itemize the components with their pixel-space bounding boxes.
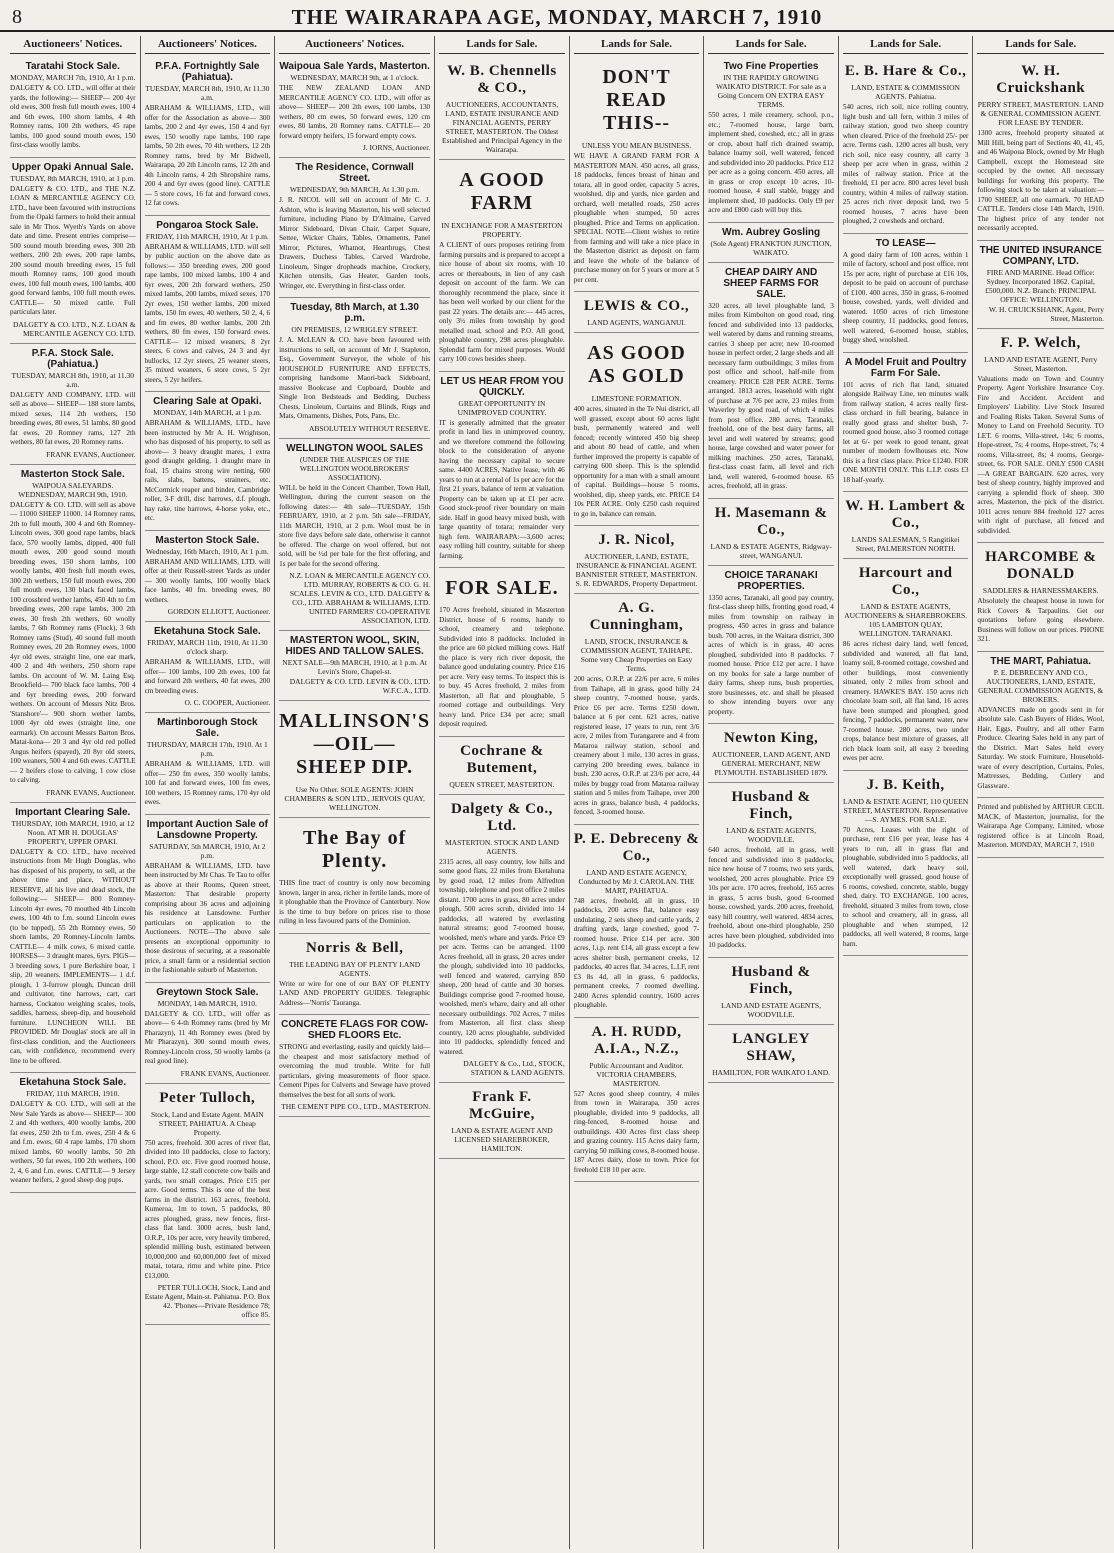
column-1	[6, 36, 141, 1549]
ad-subtitle: HAMILTON, FOR WAIKATO LAND.	[712, 1067, 830, 1077]
ad-body: ABRAHAM & WILLIAMS, LTD., will offer for the Association as above— 300 lambs, 200 2 and 4yr ewes, 150 4 and 6yr ewes, 150 woolly rape lambs, 100 rape lambs, 50 2th ewes, 70 4th wethers, 12 2th Romney rams, bred by Mr Bidwell, Wairarapa, 20 2th Lincoln rams, 12 2th and 4th Lincoln rams, 4 2th Shropshire rams, 200 4 and 6yr ewes (good line). CATTLE— 5 store cows, 16 fat and forward cows, 12 fat cows.	[144, 104, 271, 207]
column-5	[570, 36, 705, 1549]
ad-title: Eketahuna Stock Sale.	[153, 626, 261, 637]
ad-title: Clearing Sale at Opaki.	[153, 396, 262, 407]
advertisement	[439, 372, 565, 569]
ad-subtitle: TUESDAY, MARCH 8th, 1910, At 11.30 a.m.	[145, 84, 270, 102]
ad-signature: N.Z. LOAN & MERCANTILE AGENCY CO. LTD. MURRAY, ROBERTS & CO. G. H. SCALES. LEVIN & CO., LTD. DALGETY & CO., LTD. ABRAHAM & WILLIAMS, LTD. UNITED FARMERS' CO-OPERATIVE ASSOCIATION, LTD.	[289, 571, 431, 625]
ad-subtitle: MONDAY, 14th MARCH, at 1 p.m.	[153, 408, 262, 417]
ad-title: W. H. Lambert & Co.,	[845, 498, 966, 531]
column-header: Auctioneers' Notices.	[279, 36, 430, 54]
advertisement	[843, 771, 969, 957]
ad-title: F. P. Welch,	[1000, 334, 1081, 351]
ad-subtitle: LAND AND ESTATE AGENT, Perry Street, Masterton.	[984, 354, 1098, 373]
advertisement	[708, 724, 834, 783]
advertisement	[10, 158, 136, 344]
ad-subtitle: LIMESTONE FORMATION.	[591, 394, 682, 403]
ad-title: Two Fine Properties	[723, 61, 819, 72]
ad-subtitle: FRIDAY, 11th MARCH, 1910.	[26, 1089, 120, 1098]
ad-body: ABRAHAM & WILLIAMS, LTD. will sell by public auction on the above date as follows:— 350 breeding ewes, 200 good rape lambs, 100 mixed lambs, 100 4 and 6yr ewes, 200 2th forward wethers, 250 mixed lambs, 200 lambs, mixed sexes, 170 2yr ewes, 150 wether lambs, 200 mixed lambs, 150 fm ewes, 40 wethers, 50 2, 4, 6 and fm ewes, 80 wether lambs, 200 2th wethers, 80 fm ewes, 150 forward ewes. CATTLE— 12 mixed weaners, 8 2yr steers, 6 cows and calves, 24 3 and 4yr bullocks, 12 2yr steers, 25 weaner steers, 35 mixed weaners, 6 store cows, 5 2yr steers, 5 2yr heifers.	[144, 242, 271, 384]
column-6	[704, 36, 839, 1549]
ad-title: A. H. RUDD, A.I.A., N.Z.,	[591, 1023, 682, 1057]
ad-title: P.F.A. Stock Sale. (Pahiatua.)	[31, 347, 114, 370]
ad-title: A. G. Cunningham,	[589, 600, 684, 633]
ad-title: J. B. Keith,	[866, 776, 945, 793]
ad-title: Pongaroa Stock Sale.	[156, 219, 259, 231]
advertisement	[145, 622, 271, 713]
ad-subtitle: AUCTIONEER, LAND AGENT, AND GENERAL MERCHANT, NEW PLYMOUTH. ESTABLISHED 1879.	[711, 750, 831, 777]
ad-body: 70 Acres, Leases with the right of purchase, rent £16 per year, lease has 4 years to run, all in grass flat and ploughable, subdivided into 5 paddocks, all well watered, dark heavy soil, exceptionally well grassed, good house of 6 rooms, cowshed, concrete, stable, buggy shed, dairy. TO EXCHANGE. 100 acres, freehold, situated 3 miles from town, close to school and creamery, all in grass, all ploughable and when stumped, 12 paddocks, all well watered, 8 rooms, large barn.	[842, 825, 969, 948]
ad-subtitle: (UNDER THE AUSPICES OF THE WELLINGTON WOOLBROKERS' ASSOCIATION).	[299, 454, 410, 482]
ad-subtitle: FRIDAY, MARCH 11th, 1910, At 11.30 o'clock sharp.	[147, 638, 268, 656]
ad-signature: ABSOLUTELY WITHOUT RESERVE.	[308, 423, 431, 433]
advertisement	[574, 594, 700, 825]
advertisement	[708, 499, 834, 566]
ad-title: Important Auction Sale of Lansdowne Property.	[146, 818, 268, 841]
ad-subtitle: P. E. DEBRECENY AND CO., AUCTIONEERS, LAND, ESTATE, GENERAL COMMISSION AGENTS, & BROKERS.	[978, 667, 1104, 704]
ad-subtitle: NEXT SALE—9th MARCH, 1910, at 1 p.m. At Levin's Store, Chapel-st.	[282, 658, 427, 676]
ad-title: Greytown Stock Sale.	[156, 986, 259, 998]
column-8	[973, 36, 1108, 1549]
advertisement	[977, 543, 1104, 652]
ad-title: Taratahi Stock Sale.	[25, 61, 120, 72]
ad-title: W. B. Chennells & CO.,	[447, 63, 557, 96]
ad-body: 1300 acres, freehold property situated at Mill Hill, being part of Sections 40, 41, 45, and 46 Waipoua Block, owned by Mr Hugh Campbell, except the Homestead site occupied by the owner. All necessary buildings for working this property. The following stock to be taken at valuation:— 1700 SHEEP, all one earmark. 70 HEAD CATTLE. Tenders close 14th March, 1910. The highest price of any tender not necessarily accepted.	[977, 129, 1104, 232]
column-header: Lands for Sale.	[708, 36, 834, 54]
ad-subtitle: LAND AND ESTATE AGENTS, WOODVILLE.	[721, 1000, 821, 1019]
ad-body: IT is generally admitted that the greater profit in land lies in unimproved country, and we therefore commend the following block to the consideration of anyone having the necessary capital to secure same. 4400 ACRES, Native lease, with 46 years to run at a rental of 1s per acre for the first 21 years, balance of term at valuation. Property can be taken up at £1 per acre. Good stock-proof river boundary on main side. Half in good heavy mixed bush, with large quantity of totara; remainder very high fern. WAIRARAPA:—3,600 acres; easy rolling hill country, suitable for sheep farming.	[439, 418, 565, 560]
ad-subtitle: (Sole Agent) FRANKTON JUNCTION, WAIKATO.	[710, 238, 832, 257]
ad-title: MASTERTON WOOL, SKIN, HIDES AND TALLOW SALES.	[285, 635, 424, 657]
advertisement	[279, 158, 430, 298]
ad-title: Masterton Stock Sale.	[20, 468, 125, 480]
advertisement	[145, 815, 271, 983]
ad-body: 640 acres, freehold, all in grass, well fenced and subdivided into 8 paddocks, nice new house of 7 rooms, two sets yards, woolshed, 200 acres ploughable. Price £9 10s per acre. 170 acres, freehold, 165 acres in grass, 5 acres bush, good 6-roomed house, cowshed, yards. 200 acres, freehold, easy hill country, well watered. 4834 acres, freehold, about one-third ploughable, 250 acres have been ploughed, subdivided into 10 paddocks.	[708, 846, 834, 949]
ad-title: Wm. Aubrey Gosling	[722, 226, 821, 238]
ad-body: DALGETY & CO. LTD., will offer at their yards, the following:— SHEEP— 200 4yr old ewes, 300 fresh full mouth ewes, 100 4 and 6th ewes, 100 shorn lambs, 4 4th Romney rams, 100 2th wethers, 45 rape lambs, 100 good sound mouth ewes, 150 first-class woolly lambs.	[10, 84, 136, 149]
ad-subtitle: FIRE AND MARINE. Head Office: Sydney. Incorporated 1862. Capital, £500,000. N.Z. Branch: PRINCIPAL OFFICE: WELLINGTON.	[985, 267, 1097, 304]
ad-body: 400 acres, situated in the Te Nui district, all well grassed, except about 60 acres light bush, permanently watered and well fenced; recently wintered 450 big sheep and about 80 head of cattle, and when further improved the property is capable of carrying 600 sheep. This is the splendid opportunity for a man with a small amount of capital. Buildings—house 5 rooms, woolshed, dip, sheep yards, etc. PRICE £4 10s PER ACRE. Only £250 cash required to go in, balance can remain.	[573, 405, 700, 518]
ad-body: 550 acres, 1 mile creamery, school, p.o., etc.; 7-roomed house, large barn, implement shed, cowshed, etc.; all in grass or crop, about half rich drained swamp, balance loamy soil, well watered, fenced and subdivided into 20 paddocks. Price £12 per acre as a going concern. 450 acres, all in grass or crop except 10 acres, 10-roomed house, 4 stall stable, buggy and implement shed, 10 paddocks. Only £9 per acre and £800 cash will buy this.	[708, 111, 834, 214]
ad-body: 750 acres, freehold. 300 acres of river flat, divided into 10 paddocks, close to factory, school, P.O. etc. Five good roomed house, large stable, 12 stall concrete cow bails and yards, two small cottages. Price £15 per acre. Good terms. This is one of the best farms in the district. 163 acres, freehold, Kumeroa, 1m to town, 5 paddocks, 80 acres ploughed, grass, new fences, first-class flat land. 3000 acres, bush land, O.R.P., 10s per acre, very heavily timbered, splendid milling bush, estimated between 10,000,000 and 60,000,000 feet of mixed matai, totara, rimu and white pine. Price £13,000.	[144, 1138, 271, 1280]
ad-title: MALLINSON'S —OIL— SHEEP DIP.	[279, 710, 431, 778]
ad-body: DALGETY & CO. LTD., have received instructions from Mr Hugh Douglas, who has disposed of his property, to sell, at the above time and place, WITHOUT RESERVE, all his live and dead stock, the following:— SHEEP— 800 Romney-Lincoln 4yr ewes, 70 mouthed 4th Lincoln ewes, 100 4th to f.m. sound Lincoln ewes (to be tupped), 55 2th Romney ewes, 50 shorn lambs, 20 Romney-Lincoln lambs. CATTLE— 4 milk cows, 6 mixed cattle. HORSES— 3 draught mares, 6yrs. PIGS— 3 breeding sows, 1 pure Berkshire boar, 1 slip, 20 weaners. IMPLEMENTS— 1 d.f. plough, 1 3-furrow plough, Duncan drill and cultivator, tine harrows, cart, cart harness, Cockatoo weighing scales, tools, saddles, harness, sheep-dip, and household furniture. LUNCHEON WILL BE PROVIDED. Mr Douglas' stock are all in first-class condition, and the Auctioneers can, with confidence, recommend every line to be offered.	[10, 847, 136, 1065]
ad-signature: J. IORNS, Auctioneer.	[362, 143, 431, 152]
ad-body: Write or wire for one of our BAY OF PLENTY LAND AND PROPERTY GUIDES. Telegraphic Address—'Norris' Tauranga.	[279, 979, 431, 1007]
ad-signature: THE CEMENT PIPE CO., LTD., MASTERTON.	[281, 1102, 431, 1111]
ad-subtitle: Stock, Land and Estate Agent. MAIN STREET, PAHIATUA. A Cheap Property.	[151, 1109, 264, 1137]
advertisement	[843, 57, 969, 234]
ad-body: 170 Acres freehold, situated in Masterton District, house of 6 rooms, handy to school, creamery and telephone. Subdivided into 8 paddocks. Included in the price are 60 picked milking cows. Half the place is very rich river deposit, the balance good undulating country. Price £16 per acre. Very easy terms. To inspect this is to buy. 45 Acres freehold, 2 miles from Masterton, all flat and ploughable, 5 roomed cottage and outbuildings. Very heavy land. Price £34 per acre; small deposit required.	[439, 606, 565, 728]
ad-subtitle: SADDLERS & HARNESSMAKERS.	[982, 586, 1099, 595]
ad-subtitle: IN THE RAPIDLY GROWING WAIKATO DISTRICT. For sale as a Going Concern ON EXTRA EASY TERMS.	[716, 73, 827, 109]
ad-title: Harcourt and Co.,	[858, 565, 953, 598]
page-columns	[6, 36, 1108, 1549]
ad-body: THIS fine tract of country is only now becoming known, larger in area, richer in fertile lands, more of it ploughable than the Province of Canterbury. Now is the time to buy before on prices rise to those ruling in less favoured parts of the Dominion.	[279, 879, 431, 925]
ad-title: CHOICE TARANAKI PROPERTIES.	[724, 569, 818, 592]
ad-signature: GORDON ELLIOTT, Auctioneer.	[167, 607, 271, 616]
ad-subtitle: PERRY STREET, MASTERTON. LAND & GENERAL COMMISSION AGENT. FOR LEASE BY TENDER.	[977, 100, 1104, 127]
ad-subtitle: WAIPOUA SALEYARDS. WEDNESDAY, MARCH 9th, 1910.	[18, 480, 128, 499]
ad-body: 540 acres, rich soil, nice rolling country, light bush and tall fern, within 3 miles of railway station, good two sheep country when cleared. Price of the freehold 25/- per acre. Terms cash. 1200 acres all bush, very rich soil, nice easy country, all carry 3 sheep per acre when in grass, within 2 miles of railway station. Price at the freehold, £1 per acre. 800 acres level bush country, within 4 miles of railway station. 25 acres rich river deposit land, two 5 roomed houses, 7 acres have been ploughed, 2 cowsheds and orchard.	[842, 103, 969, 225]
column-2	[141, 36, 276, 1549]
ad-title: The Residence, Cornwall Street.	[295, 162, 414, 184]
ad-subtitle: FRIDAY, 11th MARCH, 1910, At 1 p.m.	[145, 231, 269, 241]
ad-subtitle: TUESDAY, MARCH 8th, 1910, at 11.30 a.m.	[11, 370, 134, 389]
ad-body: DALGETY AND COMPANY, LTD. will sell as above— SHEEP— 188 store lambs, mixed sexes, 114 2th wethers, 150 breeding ewes, 80 ewes, 51 lambs, 80 good fat ewes, 20 Romney rams, 127 2th wethers, 80 fat ewes, 20 Romney rams.	[10, 390, 136, 446]
advertisement	[10, 57, 136, 158]
advertisement	[279, 439, 430, 632]
ad-body: Printed and published by ARTHUR CECIL MACK, of Masterton, journalist, for the Wairarapa Age Company, Limited, whose registered office is at Lincoln Road, Masterton. MONDAY, MARCH 7, 1910	[977, 803, 1104, 849]
advertisement	[708, 958, 834, 1025]
ad-subtitle: GREAT OPPORTUNITY IN UNIMPROVED COUNTRY.	[457, 398, 547, 417]
ad-subtitle: LAND & ESTATE AGENT AND LICENSED SHAREBROKER, HAMILTON.	[451, 1126, 553, 1153]
ad-title: P. E. Debreceny & Co.,	[573, 830, 700, 864]
ad-body: 748 acres, freehold, all in grass, 10 paddocks, 200 acres flat, balance easy undulating, 2 sets sheep and cattle yards, 2 drafting yards, large cowshed, good 7-roomed house. Price £14 per acre. 300 acres, l.i.p. rent £14, all grass except a few acres shelter bush, permanent creeks, 12 paddocks, 40 acres flat. 34 acres, L.I.F, rent £3 8s 4d, all in grass, 6 paddocks, permanent creeks, 7 roomed dwelling. 2400 Acres splendid country, 1600 acres ploughable.	[573, 896, 700, 1009]
ad-body: J. A. McLEAN & CO. have been favoured with instructions to sell, on account of Mr J. Stapleton, Esq., Government Surveyor, the whole of his HOUSEHOLD FURNITURE AND EFFECTS, comprising handsome Maori-back Sideboard, massive Bookcase and Cupboard, Double and Single Iron Bedsteads and Bedding, Duchess Chests, Linoleum, Curtains and Blinds, Rugs and Mats, Ornaments, Dishes, Pots, Pans, Etc.	[279, 336, 431, 420]
advertisement	[279, 934, 430, 1016]
advertisement	[708, 1025, 834, 1083]
advertisement	[279, 701, 430, 818]
ad-subtitle: LAND & ESTATE AGENTS, Ridgway-street, WANGANUI.	[710, 541, 832, 560]
ad-body: DALGETY & CO. LTD., will offer as above— 6 4-th Romney rams (bred by Mr Pharazyn), 11 4th Romney ewes (bred by Mr Pharazyn), 300 sound mouth ewes, Romney-Lincoln cross, 50 woolly lambs (a real good line).	[144, 1009, 271, 1065]
ad-body: 86 acres richest dairy land, well fenced, subdivided and watered, all flat land, loamy soil, 8-roomed cottage, cowshed and other buildings, most conveniently situated, only 2 miles from school and creamery. HAWKE'S BAY. 150 acres rich chocolate loam soil, all flat land, 16 acres have been stumped and ploughed, good fencing, 7 paddocks, permanent water, new 7-roomed house. 280 acres, two under crops, balance best mixture of grasses, all rich black loam soil, all easy 2 breeding ewes per acre.	[842, 640, 969, 762]
ad-subtitle: Public Accountant and Auditor. VICTORIA CHAMBERS, MASTERTON.	[589, 1060, 684, 1088]
ad-body: ABRAHAM & WILLIAMS, LTD. will offer— 250 fm ewes, 350 woolly lambs, 100 fat and forward ewes, 100 fm ewes, 100 wethers, 15 Romney rams, 170 4yr old ewes.	[144, 760, 271, 806]
ad-body: DALGETY & CO. LTD., and THE N.Z. LOAN & MERCANTILE AGENCY CO. LTD., have been favoured with instructions from the Opaki farmers to hold their annual sale in Mr Thos. Wyeth's Yards on above date and time. Present entries comprise— 500 sound mouth breeding ewes, 300 2th wethers, 200 2th ewes, 200 rape lambs, 200 sound mouth breeding ewes, 15 full mouth Romney rams, 100 good mouth ewes, 100 full mouth ewes, 100 lambs, 400 good forward lambs, 100 full mouth ewes. CATTLE— 50 mixed cattle. Full particulars later.	[10, 184, 136, 316]
column-header: Lands for Sale.	[977, 36, 1104, 54]
advertisement	[145, 1084, 271, 1326]
ad-title: Tuesday, 8th March, at 1.30 p.m.	[290, 302, 419, 324]
ad-signature: PETER TULLOCH, Stock, Land and Estate Agent, Main-st. Pahiatua. P.O. Box 42. 'Phones—Private Residence 78; office 85.	[144, 1283, 271, 1319]
ad-body: Absolutely the cheapest house in town for Rick Covers & Tarpaulins. Get our quotations before going elsewhere. Business will follow on our prices. PHONE 321.	[977, 597, 1104, 643]
advertisement	[439, 568, 565, 737]
advertisement	[574, 333, 700, 526]
ad-title: DON'T READ THIS--	[602, 66, 671, 134]
ad-subtitle: LAND & ESTATE AGENTS, AUCTIONEERS & SHAREBROKERS. 105 LAMBTON QUAY, WELLINGTON. TARANAKI.	[844, 602, 967, 638]
advertisement	[574, 57, 700, 292]
ad-title: A Model Fruit and Poultry Farm For Sale.	[844, 356, 967, 379]
ad-title: FOR SALE.	[445, 577, 559, 599]
ad-subtitle: LAND & ESTATE AGENT, 110 QUEEN STREET, MASTERTON. Representative—S. AYMES. FOR SALE.	[843, 796, 969, 824]
advertisement	[574, 292, 700, 333]
ad-title: Peter Tulloch,	[159, 1089, 256, 1106]
ad-title: P.F.A. Fortnightly Sale (Pahiatua).	[155, 61, 260, 83]
ad-subtitle: AUCTIONEERS, ACCOUNTANTS, LAND, ESTATE INSURANCE AND FINANCIAL AGENTS, PERRY STREET, MASTERTON. The Oldest Established and Principal Agency in the Wairarapa.	[442, 100, 562, 154]
ad-subtitle: TUESDAY, 8th MARCH, 1910, at 1 p.m.	[10, 173, 136, 183]
ad-subtitle: MONDAY, MARCH 7th, 1910, At 1 p.m.	[10, 73, 136, 82]
ad-title: Eketahuna Stock Sale.	[19, 1077, 127, 1088]
ad-subtitle: LAND AND ESTATE AGENCY, Conducted by Mr J. CAROLAN. THE MART, PAHIATUA.	[578, 867, 695, 895]
masthead	[0, 0, 1114, 32]
advertisement	[977, 798, 1104, 858]
ad-subtitle: LAND AGENTS, WANGANUI.	[587, 318, 686, 327]
column-header: Auctioneers' Notices.	[10, 36, 136, 54]
advertisement	[843, 353, 969, 493]
advertisement	[279, 298, 430, 439]
ad-subtitle: LAND & ESTATE AGENTS, WOODVILLE.	[726, 826, 816, 844]
ad-signature: O. C. COOPER, Auctioneer.	[184, 698, 271, 707]
ad-subtitle: THE LEADING BAY OF PLENTY LAND AGENTS.	[289, 959, 421, 978]
advertisement	[708, 783, 834, 958]
ad-title: Norris & Bell,	[305, 939, 404, 956]
ad-title: Cochrane & Butement,	[460, 742, 544, 776]
ad-body: 2315 acres, all easy country, low hills and some good flats, 22 miles from Eketahuna by good road, 12 miles from Alfredton township, telephone and post office 2 miles distant. 1700 acres in grass, 80 acres under plough, 500 acres scrub, divided into 14 paddocks, all watered by everlasting natural streams; good 7-roomed house, woolshed, men's whare and yards. Price £9 per acre. Terms can be arranged. 1100 Acres freehold, all in grass, 20 acres under the plough, subdivided into 10 paddocks, well fenced and watered, carrying 850 sheep, 200 head of cattle and 30 horses. Buildings comprise good 7-roomed house, woolshed, men's whare, dairy and all other necessary outbuildings. 702 Acres, 7 miles from Masterton, all first class sheep country, 120 acres ploughable, subdivided into 10 paddocks, splendidly fenced and watered.	[439, 857, 565, 1056]
ad-signature: DALGETY & CO. LTD. LEVIN & CO., LTD. W.F.C.A., LTD.	[289, 677, 431, 695]
ad-title: Frank F. McGuire,	[469, 1089, 535, 1122]
ad-body: ABRAHAM & WILLIAMS, LTD. have been instructed by Mr Chas. Te Tau to offer as above at their Rooms, Queen street, Masterton: That desirable property comprising about 36 acres and adjoining his residence at Lansdowne. Further particulars on application to the Auctioneers. NOTE—The above sale presents an exceptional opportunity to those desirous of securing, at a reasonable price, a small farm or a residential section in the fashionable suburb of Masterton.	[144, 861, 271, 974]
ad-subtitle: Use No Other. SOLE AGENTS: JOHN CHAMBERS & SON LTD., JERVOIS QUAY, WELLINGTON.	[284, 785, 425, 812]
advertisement	[574, 526, 700, 594]
advertisement	[708, 57, 834, 223]
column-4	[435, 36, 570, 1549]
advertisement	[279, 57, 430, 158]
ad-title: AS GOOD AS GOLD	[587, 342, 686, 387]
column-3	[275, 36, 435, 1549]
ad-body: 200 acres, O.R.P. at 22/6 per acre, 6 miles from Taihape, all in grass, good hilly 24 sheep country, 7-roomed house, yards. Price £6 per acre. Terms £250 down, balance at 6 per cent. 621 acres, native registered lease, 17 years to run, rent 3/6 acre, 2 miles from Turangarere and 4 from Mataroa railway station, school and creamery about 1 mile, 130 acres in grass, carrying 200 breeding ewes, balance in bush. 230 acres, O.R.P. at 23/6 per acre, 44 miles by buggy road from Mataroa railway station and 5 miles from Taihape, over 200 acres in grass, balance bush, 4 paddocks, fenced, 3-roomed house.	[573, 675, 700, 816]
ad-title: Husband & Finch,	[731, 963, 811, 997]
ad-title: THE UNITED INSURANCE COMPANY, LTD.	[979, 244, 1102, 267]
advertisement	[279, 631, 430, 701]
advertisement	[439, 57, 565, 160]
advertisement	[439, 737, 565, 795]
ad-subtitle: WEDNESDAY, 9th MARCH, At 1.30 p.m.	[289, 185, 420, 194]
ad-body: A CLIENT of ours proposes retiring from farming pursuits and is prepared to accept a nice house of about six rooms, with 10 acres or thereabouts, in lieu of any cash deposit on account of the farm. We can thoroughly recommend the place, since it has been well worked by our client for the past 22 years. The details are:— 445 acres, only 3½ miles from township by good metalled road, school and P.O. All good, ploughable country, 298 acres ploughable. Splendid farm for mixed purposes. Would carry 100 cows besides sheep.	[439, 241, 565, 363]
ad-body: A good dairy farm of 100 acres, within 1 mile of factory, school and post office, rent 15s per acre, right of purchase at £16 10s, deposit to be paid on account of purchase of £100. 400 acres, 350 in grass, 6-roomed house, cowshed, yards, well divided and watered. 1050 acres of rich limestone sheep country, 11 paddocks, good fences, well watered, 6-roomed house, stables, buggy shed, woolshed.	[842, 250, 969, 344]
ad-title: HARCOMBE & DONALD	[985, 549, 1097, 582]
advertisement	[10, 803, 136, 1074]
ad-subtitle: QUEEN STREET, MASTERTON.	[449, 779, 555, 789]
ad-title: Important Clearing Sale.	[15, 806, 131, 818]
ad-body: 101 acres of rich flat land, situated alongside Railway Line, ten minutes walk from railway station, 4 acres really first-class orchard in full bearing, balance in really good grass and shelter bush, 7-roomed good house, also 3 roomed cottage let at 6/- per week to good tenant, great number of modern fowlhouses etc. Now this is a first class place. Price £1240. FOR ONE MONTH ONLY. This L.I.P. costs £3 18 half-yearly.	[842, 380, 969, 484]
ad-title: Husband & Finch,	[731, 789, 811, 822]
column-header: Lands for Sale.	[843, 36, 969, 54]
advertisement	[843, 234, 969, 353]
advertisement	[439, 795, 565, 1084]
ad-title: CONCRETE FLAGS FOR COW-SHED FLOORS Etc.	[281, 1019, 429, 1041]
ad-subtitle: ON PREMISES, 12 WRIGLEY STREET.	[291, 325, 418, 334]
ad-body: WE HAVE A GRAND FARM FOR A MASTERTON MAN. 450 acres, all grass, 18 paddocks, fences breast of hinau and totara, all in good order, capacity 5 acres, woolshed, dip and yards, nice garden and orchard, well metalled roads, 250 acres ploughable when stumped, 50 acres ploughed. Price and Terms on application. SPECIAL NOTE—Client wishes to retire from farming and will take a nice place in the Masterton district as deposit on farm and leave the whole of the balance of purchase money on for 5 years or more at 5 per cent.	[573, 152, 700, 284]
ad-title: LET US HEAR FROM YOU QUICKLY.	[440, 375, 564, 398]
ad-subtitle: Wednesday, 16th March, 1910, At 1 p.m.	[145, 546, 269, 556]
ad-subtitle: IN EXCHANGE FOR A MASTERTON PROPERTY.	[441, 221, 563, 239]
advertisement	[977, 329, 1104, 544]
ad-signature: DALGETY & Co., Ltd., STOCK, STATION & LAND AGENTS.	[463, 1059, 565, 1077]
ad-body: ADVANCES made on goods sent in for absolute sale. Cash Buyers of Hides, Wool, Hair, Eggs, Poultry, and all other Farm Produce. Clearing Sales held in any part of the District. Mart Sales held every Saturday. We stock Furniture, Household-ware of every description, Curtains, Poles, Mattresses, Bedding, Cutlery and Glassware.	[977, 705, 1104, 790]
ad-title: Dalgety & Co., Ltd.	[450, 800, 553, 834]
ad-subtitle: MASTERTON. STOCK AND LAND AGENTS.	[445, 837, 559, 856]
advertisement	[574, 1018, 700, 1183]
advertisement	[279, 1015, 430, 1117]
advertisement	[708, 566, 834, 725]
ad-title: A GOOD FARM	[459, 169, 545, 214]
ad-body: ABRAHAM & WILLIAMS, LTD., will offer— 100 lambs, 100 2th ewes, 100 fat and forward 2th wethers, 40 fat ewes, 200 cm breeding ewes.	[144, 658, 271, 695]
page-number: 8	[12, 5, 22, 28]
ad-body: 1350 acres, Taranaki, all good pay country, first-class sheep hills, fronting good road, 4 miles from township on railway in progress, 450 acres in grass and balance bush. 700 acres, in the Waitara district, 300 acres of which is in grass, 40 acres ploughed, subdivided into 8 paddocks. 7 roomed house. Price £12 per acre. I have on my books for sale a large number of dairy farms, sheep runs, bush properties, store businesses, etc. and shall be pleased to show intending buyers over any property.	[708, 593, 834, 716]
ad-signature: FRANK EVANS, Auctioneer.	[46, 787, 136, 797]
ad-title: H. Masemann & Co.,	[714, 504, 828, 538]
ad-title: The Bay of Plenty.	[302, 827, 407, 872]
advertisement	[10, 344, 136, 465]
ad-title: Martinborough Stock Sale.	[157, 717, 258, 739]
ad-body: ABRAHAM AND WILLIAMS, LTD. will offer at their Russell-street Yards as under— 300 woolly lambs, 100 woolly black face lambs, 40 fm. breeding ewes, 80 wethers.	[144, 557, 271, 604]
ad-title: CHEAP DAIRY AND SHEEP FARMS FOR SALE.	[723, 266, 819, 300]
ad-body: THE NEW ZEALAND LOAN AND MERCANTILE AGENCY CO. LTD., will offer as above— SHEEP— 200 2th ewes, 100 lambs, 130 wethers, 80 cm ewes, 50 forward ewes, 120 cm ewes, 80 lambs, 20 Romney rams. CATTLE— 20 forward empty heifers, 15 forward empty cows.	[279, 84, 431, 140]
ad-subtitle: LAND, STOCK, INSURANCE & COMMISSION AGENT, TAIHAPE. Some very Cheap Properties on Easy Terms.	[580, 637, 693, 673]
ad-body: 527 Acres good sheep country, 4 miles from town in Wairarapa, 350 acres ploughable, divided into 9 paddocks, all ring-fenced, 8-roomed house and outbuildings. 430 Acres first class sheep and grazing country. 115 Acres dairy farm, carrying 50 milking cows, 8-roomed house. 187 Acres dairy, close to town. Price for freehold £18 10 per acre.	[573, 1089, 700, 1174]
ad-body: WILL be held in the Concert Chamber, Town Hall, Wellington, during the current season on the following dates:— 4th sale—TUESDAY, 15th FEBRUARY, 1910, at 2 p.m. 5th sale—FRIDAY, 11th MARCH, 1910, at 2 p.m. Wool must be in store five days before sale date, otherwise it cannot be offered. The charge on wool offered, but not sold, will be ½d per bale for the first offering, and 1s per bale for the second offering.	[279, 483, 431, 568]
advertisement	[145, 983, 271, 1084]
ad-subtitle: LANDS SALESMAN, 5 Rangitikei Street, PALMERSTON NORTH.	[851, 535, 960, 553]
ad-signature: W. H. CRUICKSHANK, Agent, Perry Street, Masterton.	[988, 304, 1104, 323]
advertisement	[439, 1083, 565, 1159]
ad-body: 320 acres, all level ploughable land, 3 miles from Kimbolton on good road, ring fenced and subdivided into 13 paddocks, well watered by dams and running streams, carries 3 sheep per acre; new 10-roomed house in perfect order, 2 large sheds and all necessary farm outbuildings; 3 miles from post office and school, half-mile from creamery. PRICE £28 PER ACRE. Terms arranged. 1813 acres, leasehold with right of purchase at 7/6 per acre, 23 miles from Waverley by good road, of which 4 miles from post office. 280 acres, Taranaki, freehold, one of the best dairy farms, all level and well watered by streams; good house, large cowshed and water power for milking machines. 250 acres, Taranaki, first-class coast farm, all level and rich land, well watered, 6-roomed house. 65 acres, freehold, all in grass.	[708, 301, 834, 490]
ad-body: DALGETY & CO. LTD. will sell as above— 11000 SHEEP 11000. 14 Romney rams, 2th to full mouth, 300 4 and 6th Romney-Lincoln ewes, 300 good rape lambs, black face, 570 woolly lambs, dipped, 400 full mouth ewes, 200 good sound mouth breeding ewes, 150 shorn lambs, 100 woolly lambs, 400 fresh full mouth ewes, 300 2th wethers, 150 full mouth ewes, 200 full mouth ewes, 130 black faced lambs, 100 crossbred wether lambs, 450 4th to f.m breeding ewes, 200 rape lambs, 300 2th ewes, 30 fresh 2th wethers, 60 woolly lambs, 7 6th Romney rams (Flock), 3 6th Romney rams (Stud), 40 sound full mouth Romney ewes, 20 2th Romney ewes, 1000 4yr old ewes, straight line, one ear mark, 400 2 and 4th wethers, 250 shorn rape lambs. On account of W. M. Laing Esq. Brookfield— 700 black face lambs, 700 4 and 6yr breeding ewes, 200 forward wethers. On account of Messrs Nitz Bros. 'Stanshore'— 900 shorn wether lambs, 1000 4yr old ewes (straight line, one earmark). On account Messrs Barton Bros. Matai-kona— 20 3 and 4yr old red polled Angus heifers (spayed), 20 8yr old steers, 100 weaners, 500 4 and 6th ewes. CATTLE— 2 heifers close to calving, 1 cow close to calving.	[10, 500, 136, 784]
column-header: Lands for Sale.	[574, 36, 700, 54]
ad-subtitle: WEDNESDAY, MARCH 9th, at 1 o'clock.	[290, 73, 419, 82]
ad-subtitle: UNLESS YOU MEAN BUSINESS.	[581, 141, 692, 150]
ad-body: Valuations made on Town and Country Property. Agent Yorkshire Insurance Coy. Fire and Accident. Accident and Employers' Liability. Live Stock Insured and Foaling Risks Taken. Several Sums of Money to Land on Freehold Security. TO LET. 6 rooms, Villa-street, 14s; 6 rooms, Hope-street, 7s; 4 rooms, Hope-street, 7s; 4 rooms, Villa-street, 8s; 4 rooms, George-street, 6s. FOR SALE. ONLY £500 CASH—A GREAT BARGAIN. 620 acres, very best of sheep country, highly improved and carrying a splendid flock of sheep. 300 acres, Masterton, the pick of the district. 1011 acres tenure 884 freehold 127 acres with right of purchase, all fenced and subdivided.	[977, 374, 1104, 535]
ad-title: Newton King,	[723, 730, 819, 746]
ad-title: LANGLEY SHAW,	[732, 1030, 810, 1064]
ad-title: THE MART, Pahiatua.	[990, 655, 1091, 667]
ad-signature: FRANK EVANS, Auctioneer.	[46, 449, 136, 459]
ad-signature: DALGETY & CO. LTD., N.Z. LOAN & MERCANTILE AGENCY CO. LTD.	[13, 319, 136, 338]
ad-subtitle: AUCTIONEER, LAND, ESTATE, INSURANCE & FINANCIAL AGENT. BANNISTER STREET, MASTERTON. S. R. EDWARDS, Property Department.	[575, 552, 698, 588]
advertisement	[10, 1073, 136, 1193]
ad-title: Masterton Stock Sale.	[155, 534, 260, 546]
ad-title: LEWIS & CO.,	[583, 298, 690, 314]
ad-subtitle: LAND, ESTATE & COMMISSION AGENTS. Pahiatua.	[851, 83, 960, 101]
ad-title: WELLINGTON WOOL SALES	[286, 442, 424, 454]
ad-title: J. R. Nicol,	[598, 532, 675, 548]
advertisement	[145, 392, 271, 531]
ad-title: TO LEASE—	[875, 237, 936, 249]
column-7	[839, 36, 974, 1549]
ad-subtitle: THURSDAY, MARCH 17th, 1910. At 1 p.m.	[146, 740, 268, 758]
column-header: Lands for Sale.	[439, 36, 565, 54]
ad-body: STRONG and everlasting, easily and quickly laid—the cheapest and most satisfactory method of overcoming the mud trouble. Write for full particulars, giving measurements of floor space. Cement Pipes for Culverts and Sewage have proved themselves the best for all sorts of work.	[279, 1043, 431, 1099]
advertisement	[977, 57, 1104, 241]
ad-title: E. B. Hare & Co.,	[844, 63, 967, 79]
ad-title: Upper Opaki Annual Sale.	[11, 161, 134, 173]
advertisement	[145, 713, 271, 815]
advertisement	[439, 160, 565, 372]
advertisement	[708, 263, 834, 499]
advertisement	[977, 241, 1104, 329]
ad-subtitle: MONDAY, 14th MARCH, 1910.	[157, 998, 257, 1008]
ad-title: W. H. Cruickshank	[996, 63, 1086, 96]
advertisement	[843, 492, 969, 559]
advertisement	[574, 825, 700, 1018]
ad-body: ABRAHAM & WILLIAMS, LTD., have been instructed by Mr A. H. Wrightson, who has disposed of his property, to sell as above— 3 heavy draught mares, 1 extra good draught gelding, 1 draught mare in foal, 15 chains strong wire netting, 600 rails, slabs, battens, strainers, etc. McCormick reaper and binder, Cambridge roller, 3-F drill, disc harrows, d.f. plough, hay rake, tine harrows, 4-horse yoke, etc., etc.	[144, 419, 271, 522]
advertisement	[977, 652, 1104, 799]
advertisement	[10, 465, 136, 803]
advertisement	[708, 223, 834, 263]
ad-body: DALGETY & CO. LTD., will sell at the New Sale Yards as above— SHEEP— 300 2 and 4th wethers, 400 woolly lambs, 200 fat ewes, 250 2th to f.m. ewes, 250 4 & 6 and f.m. ewes, 60 4 rape lambs, 170 shorn mixed lambs, 60 woolly lambs, 50 2th wethers, 50 fat ewes, 100 2th wethers, 100 2, 4, 6 and f.m. ewes. CATTLE— 9 Jersey weaner heifers, 2 good sheep dog pups.	[10, 1100, 136, 1184]
ad-title: Waipoua Sale Yards, Masterton.	[279, 61, 430, 72]
ad-subtitle: THURSDAY, 10th MARCH, 1910, at 12 Noon. AT MR H. DOUGLAS' PROPERTY, UPPER OPAKI.	[11, 818, 135, 846]
advertisement	[843, 559, 969, 771]
advertisement	[145, 531, 271, 623]
advertisement	[145, 57, 271, 216]
ad-body: J. R. NICOL will sell on account of Mr C. J. Ashton, who is leaving Masterton, his well selected furniture, including Piano by D'Almaine, Carved Mirror Sideboard, Divan Chair, Carpet Square, Settee, Wicker Chairs, Tables, Ornaments, Panel Mirror, Pictures, Whatnot, Hearthrugs, Chest Drawers, Duchess Tables, Carved Wardrobe, Linoleum, Singer dropheads machine, Crockery, Kitchen utensils, Gas Heater, Garden tools, Wringer, etc. Everything in first-class order.	[279, 196, 431, 290]
advertisement	[279, 818, 430, 934]
advertisement	[145, 216, 271, 393]
ad-signature: FRANK EVANS, Auctioneer.	[180, 1068, 271, 1078]
newspaper-title: THE WAIRARAPA AGE, MONDAY, MARCH 7, 1910	[291, 4, 823, 29]
ad-subtitle: SATURDAY, 5th MARCH, 1910, At 2 p.m.	[149, 841, 266, 860]
column-header: Auctioneers' Notices.	[145, 36, 271, 54]
